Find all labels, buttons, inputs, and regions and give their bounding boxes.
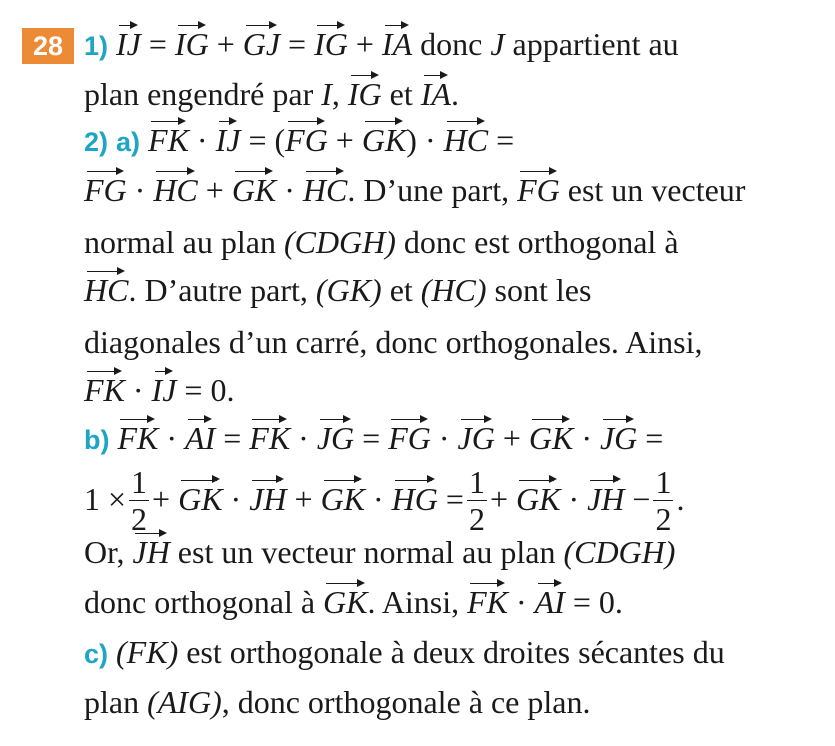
vector: IG: [347, 76, 382, 112]
vector: HC: [302, 172, 348, 208]
subquestion-label: a): [116, 127, 141, 157]
question-label: 1): [84, 31, 109, 61]
point-name: I: [321, 76, 332, 112]
solution-line: [84, 322, 703, 362]
operator: =: [645, 420, 664, 456]
operator: =: [148, 26, 167, 62]
operator: ·: [568, 480, 580, 517]
fraction: [653, 464, 673, 537]
operator: +: [355, 26, 374, 62]
vector: JG: [599, 420, 638, 456]
text: , donc orthogonale à ce plan.: [221, 684, 591, 720]
operator: =: [362, 420, 381, 456]
plane-name: (CDGH): [283, 224, 396, 260]
vector: FK: [84, 372, 125, 408]
vector: HC: [84, 272, 129, 308]
vector: HC: [153, 172, 198, 208]
vector: FK: [148, 122, 189, 158]
vector: FG: [517, 172, 560, 208]
text: appartient au: [504, 26, 679, 62]
text: ,: [331, 76, 340, 112]
vector: AI: [185, 420, 216, 456]
vector: FK: [467, 584, 508, 620]
solution-line: [84, 222, 679, 262]
denominator: 2: [655, 501, 672, 537]
text: plan: [84, 684, 148, 720]
vector: GK: [361, 122, 407, 158]
solution-line: [84, 370, 234, 410]
number: 1: [84, 480, 100, 517]
text: et: [381, 76, 421, 112]
number: 0: [210, 372, 227, 408]
numerator: 1: [468, 464, 485, 500]
vector: IG: [174, 26, 209, 62]
vector: GJ: [242, 26, 281, 62]
operator: =: [288, 26, 307, 62]
vector: JH: [587, 480, 625, 517]
text: donc orthogonal à: [84, 584, 324, 620]
line-name: (GK): [315, 272, 382, 308]
vector: JH: [132, 534, 170, 570]
text: diagonales d’un carré, donc orthogonales. Ainsi,: [84, 324, 703, 360]
fraction: [129, 464, 149, 537]
vector: FG: [285, 122, 328, 158]
number: 0: [598, 584, 615, 620]
solution-line: [84, 120, 514, 162]
vector: GK: [231, 172, 277, 208]
operator: +: [294, 480, 313, 517]
denominator: 2: [468, 501, 485, 537]
operator: ·: [298, 420, 309, 456]
text: .: [226, 372, 235, 408]
solution-line: [84, 532, 675, 572]
operator: ·: [166, 420, 178, 456]
subquestion-label: c): [84, 639, 109, 669]
operator: ×: [108, 480, 127, 517]
vector: GK: [528, 420, 574, 456]
numerator: 1: [131, 464, 148, 500]
operator: =: [248, 122, 267, 158]
vector: FG: [388, 420, 431, 456]
solution-line: [84, 466, 684, 539]
solution-line: [84, 170, 745, 210]
numerator: 1: [655, 464, 672, 500]
plane-name: (CDGH): [563, 534, 676, 570]
text: donc: [412, 26, 491, 62]
text: est un vecteur normal au plan: [169, 534, 564, 570]
operator: ·: [515, 584, 527, 620]
plane-name: (AIG): [147, 684, 222, 720]
operator: ·: [284, 172, 295, 208]
operator: ·: [424, 122, 436, 158]
vector: JG: [457, 420, 495, 456]
vector: GK: [320, 480, 366, 517]
vector: JH: [249, 480, 287, 517]
operator: =: [223, 420, 242, 456]
vector: HC: [443, 122, 489, 158]
operator: +: [489, 480, 508, 517]
text: .: [450, 76, 459, 112]
line-name: (HC): [420, 272, 487, 308]
text: Or,: [84, 534, 133, 570]
vector: IG: [314, 26, 348, 62]
text: . Ainsi,: [367, 584, 468, 620]
solution-line: [84, 24, 679, 66]
operator: ·: [230, 480, 242, 517]
point-name: J: [490, 26, 505, 62]
operator: =: [572, 584, 591, 620]
operator: ·: [196, 122, 208, 158]
operator: =: [184, 372, 203, 408]
text: donc est orthogonal à: [395, 224, 679, 260]
operator: −: [632, 480, 651, 517]
operator: +: [152, 480, 171, 517]
text: (: [274, 122, 286, 158]
vector: AI: [534, 584, 565, 620]
text: est un vecteur: [559, 172, 746, 208]
text: .: [614, 584, 623, 620]
vector: GK: [178, 480, 223, 517]
solution-line: [84, 74, 459, 114]
text: plan engendré par: [84, 76, 322, 112]
text: . D’autre part,: [128, 272, 316, 308]
solution-line: [84, 632, 725, 674]
operator: +: [216, 26, 235, 62]
vector: IA: [420, 76, 451, 112]
solution-line: [84, 270, 591, 310]
text: normal au plan: [84, 224, 284, 260]
text: et: [381, 272, 421, 308]
denominator: 2: [131, 501, 148, 537]
vector: FK: [117, 420, 159, 456]
operator: +: [335, 122, 354, 158]
operator: ·: [134, 172, 146, 208]
question-label: 2): [84, 127, 109, 157]
text: est orthogonale à deux droites sécantes du: [178, 634, 725, 670]
vector: FK: [249, 420, 291, 456]
operator: ·: [438, 420, 450, 456]
vector: HG: [391, 480, 438, 517]
vector: IJ: [151, 372, 177, 408]
text: ): [406, 122, 417, 158]
operator: +: [205, 172, 224, 208]
operator: =: [445, 480, 464, 517]
subquestion-label: b): [84, 425, 110, 455]
vector: IA: [381, 26, 413, 62]
operator: =: [496, 122, 515, 158]
solution-line: [84, 418, 663, 460]
operator: ·: [581, 420, 592, 456]
fraction: [467, 464, 487, 537]
exercise-number-badge: 28: [22, 28, 74, 64]
text: .: [676, 480, 685, 517]
solution-line: [84, 582, 623, 622]
vector: JG: [316, 420, 355, 456]
vector: FG: [84, 172, 127, 208]
line-name: (FK): [116, 634, 179, 670]
text: sont les: [486, 272, 592, 308]
vector: GK: [515, 480, 561, 517]
vector: GK: [323, 584, 368, 620]
vector: IJ: [215, 122, 241, 158]
operator: ·: [132, 372, 144, 408]
solution-line: [84, 682, 590, 722]
operator: +: [502, 420, 521, 456]
text: . D’une part,: [347, 172, 518, 208]
operator: ·: [373, 480, 384, 517]
vector: IJ: [116, 26, 141, 62]
